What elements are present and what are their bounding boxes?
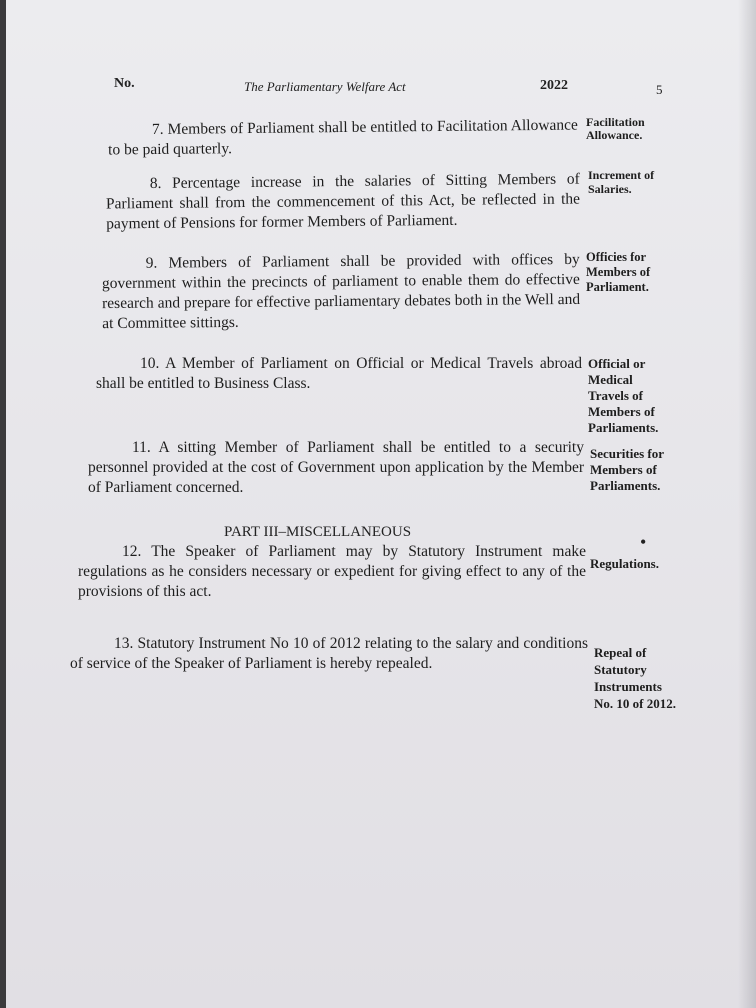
page-shadow — [738, 0, 756, 1008]
section-text: A sitting Member of Parliament shall be entitled to a security personnel provided at the cost of Government upon application by the Member of Parliament concerned. — [88, 439, 584, 496]
section-number: 13. — [114, 635, 134, 652]
margin-note-12: Regulations. — [590, 556, 659, 571]
section-number: 8. — [149, 174, 162, 193]
margin-note-8: Increment of Salaries. — [588, 168, 655, 196]
margin-note-13: Repeal of Statutory Instruments No. 10 of 2012. — [594, 645, 676, 711]
bullet-mark: • — [640, 532, 647, 552]
part-heading: PART III–MISCELLANEOUS — [224, 524, 412, 540]
section-text: A Member of Parliament on Official or Medical Travels abroad shall be entitled to Business Class. — [96, 355, 582, 392]
section-text: Percentage increase in the salaries of Sitting Members of Parliament shall from the commencement of this Act, be reflected in the payment of Pensions for former Members of Parliament. — [105, 170, 581, 233]
section-11 — [88, 438, 584, 498]
section-10 — [96, 354, 582, 394]
margin-note-11: Securities for Members of Parliaments. — [590, 446, 664, 493]
section-13 — [70, 634, 588, 674]
section-8 — [106, 170, 581, 235]
margin-note-10: Official or Medical Travels of Members of Parliaments. — [588, 356, 659, 435]
margin-note-9: Officies for Members of Parliament. — [586, 250, 651, 294]
page-header — [110, 76, 680, 100]
margin-note-7: Facilitation Allowance. — [586, 115, 645, 142]
header-no: No. — [114, 76, 135, 91]
section-text: Statutory Instrument No 10 of 2012 relating to the salary and conditions of service of the Speaker of Parliament is hereby repealed. — [70, 635, 588, 672]
section-12 — [78, 542, 586, 602]
section-number: 9. — [145, 254, 158, 272]
header-page-number: 5 — [656, 82, 663, 97]
section-9 — [102, 250, 581, 334]
section-number: 10. — [140, 355, 160, 372]
section-number: 12. — [122, 543, 142, 560]
section-text: Members of Parliament shall be entitled to Facilitation Allowance to be paid quarterly. — [108, 116, 578, 159]
section-7 — [108, 116, 578, 161]
section-number: 11. — [132, 439, 151, 456]
header-year: 2022 — [540, 78, 568, 93]
section-number: 7. — [151, 120, 164, 139]
section-text: The Speaker of Parliament may by Statutory Instrument make regulations as he considers necessary or expedient for giving effect to any of the provisions of this act. — [78, 543, 586, 600]
section-text: Members of Parliament shall be provided with offices by government within the precincts of parliament to enable them do effective research and prepare for effective parliamentary debates both in the Well and at Committee sittings. — [101, 250, 581, 333]
header-act-title: The Parliamentary Welfare Act — [244, 79, 406, 94]
document-page — [6, 0, 756, 1008]
